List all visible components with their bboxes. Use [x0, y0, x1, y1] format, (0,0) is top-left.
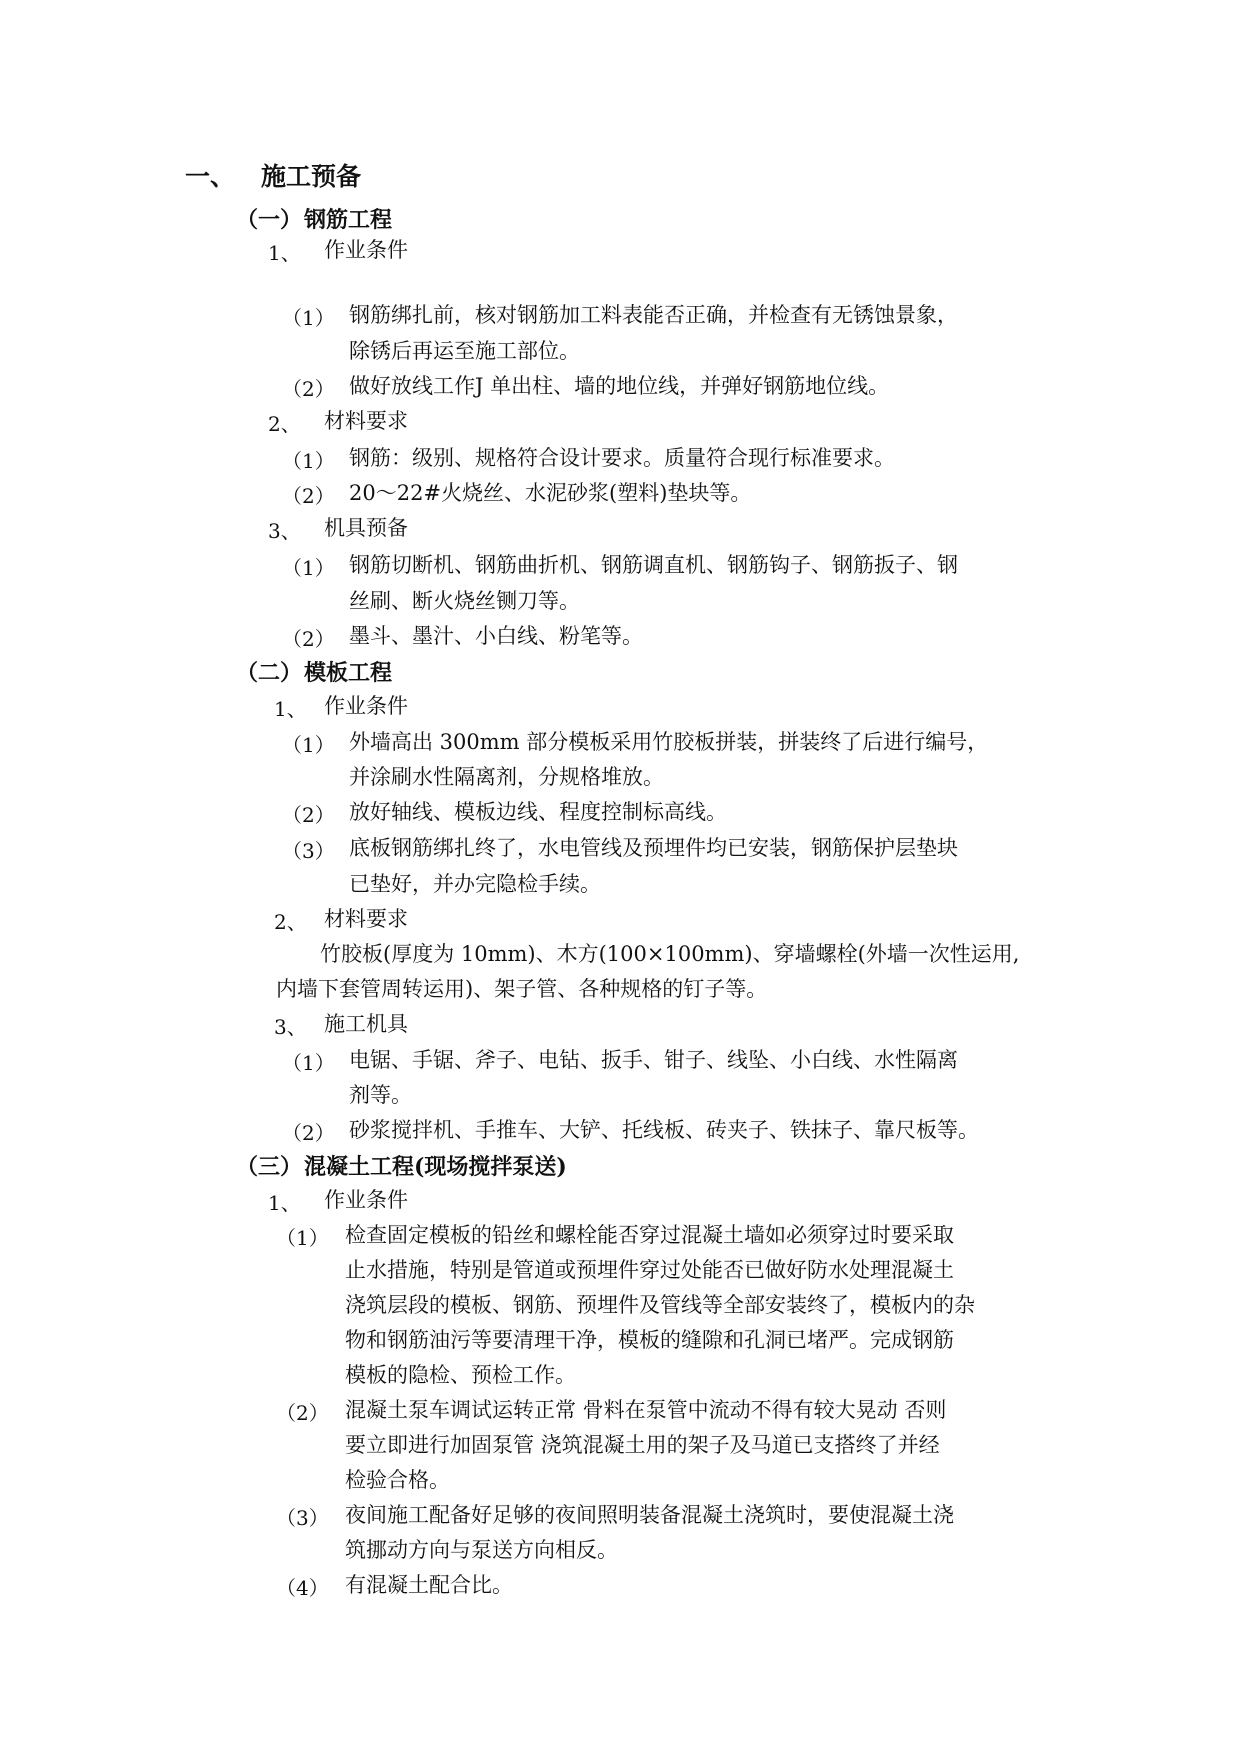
item-number: 2、	[268, 412, 301, 436]
list-marker: （2）	[282, 803, 335, 827]
list-marker: （2）	[276, 1401, 329, 1425]
list-marker: （3）	[276, 1506, 329, 1530]
item-title: 施工机具	[324, 1012, 408, 1036]
paragraph-text: 竹胶板(厚度为 10mm)、木方(100×100mm)、穿墙螺栓(外墙一次性运用,	[320, 942, 1020, 966]
item-number: 1、	[268, 1191, 301, 1215]
list-text: 检验合格。	[345, 1468, 450, 1492]
subsection-title: 混凝土工程(现场搅拌泵送)	[304, 1154, 567, 1180]
list-marker: （2）	[282, 627, 335, 651]
item-number: 3、	[274, 1015, 307, 1039]
list-marker: （1）	[282, 1051, 335, 1075]
item-title: 机具预备	[324, 516, 408, 540]
item-number: 2、	[274, 910, 307, 934]
subsection-label: （三）	[236, 1154, 303, 1180]
list-marker: （1）	[282, 556, 335, 580]
list-text: 浇筑层段的模板、钢筋、预埋件及管线等全部安装终了，模板内的杂	[345, 1293, 975, 1317]
list-text: 做好放线工作J 单出柱、墙的地位线，并弹好钢筋地位线。	[349, 374, 890, 398]
list-text: 检查固定模板的铅丝和螺栓能否穿过混凝土墙如必须穿过时要采取	[345, 1223, 954, 1247]
section-title: 施工预备	[261, 162, 362, 191]
list-text: 并涂刷水性隔离剂，分规格堆放。	[349, 765, 664, 789]
list-text: 墨斗、墨汁、小白线、粉笔等。	[349, 624, 643, 648]
subsection-label: （一）	[236, 207, 303, 233]
section-number: 一、	[185, 162, 236, 191]
subsection-label: （二）	[236, 660, 303, 686]
list-marker: （1）	[282, 306, 335, 330]
item-number: 3、	[268, 519, 301, 543]
list-marker: （4）	[276, 1576, 329, 1600]
item-title: 材料要求	[324, 907, 408, 931]
item-title: 材料要求	[324, 409, 408, 433]
list-text: 砂浆搅拌机、手推车、大铲、托线板、砖夹子、铁抹子、靠尺板等。	[349, 1118, 979, 1142]
list-text: 钢筋绑扎前，核对钢筋加工料表能否正确，并检查有无锈蚀景象，	[349, 303, 958, 327]
item-number: 1、	[268, 241, 301, 265]
item-number: 1、	[274, 697, 307, 721]
subsection-title: 钢筋工程	[304, 207, 393, 233]
list-marker: （2）	[282, 377, 335, 401]
list-marker: （1）	[282, 733, 335, 757]
list-text: 电锯、手锯、斧子、电钻、扳手、钳子、线坠、小白线、水性隔离	[349, 1048, 958, 1072]
list-text: 20～22#火烧丝、水泥砂浆(塑料)垫块等。	[349, 481, 752, 505]
list-text: 放好轴线、模板边线、程度控制标高线。	[349, 800, 727, 824]
list-marker: （1）	[282, 449, 335, 473]
subsection-title: 模板工程	[304, 660, 393, 686]
list-text: 混凝土泵车调试运转正常 骨料在泵管中流动不得有较大晃动 否则	[345, 1398, 947, 1422]
list-text: 有混凝土配合比。	[345, 1573, 513, 1597]
paragraph-text: 内墙下套管周转运用)、架子管、各种规格的钉子等。	[276, 977, 768, 1001]
list-text: 已垫好，并办完隐检手续。	[349, 872, 601, 896]
list-text: 除锈后再运至施工部位。	[349, 339, 580, 363]
list-marker: （2）	[282, 1121, 335, 1145]
list-text: 止水措施，特别是管道或预埋件穿过处能否已做好防水处理混凝土	[345, 1258, 954, 1282]
list-text: 底板钢筋绑扎终了，水电管线及预埋件均已安装，钢筋保护层垫块	[349, 836, 958, 860]
list-text: 外墙高出 300mm 部分模板采用竹胶板拼装，拼装终了后进行编号，	[349, 730, 989, 754]
list-text: 夜间施工配备好足够的夜间照明装备混凝土浇筑时，要使混凝土浇	[345, 1503, 954, 1527]
list-marker: （2）	[282, 484, 335, 508]
list-marker: （3）	[282, 839, 335, 863]
list-text: 丝刷、断火烧丝铡刀等。	[349, 589, 580, 613]
item-title: 作业条件	[324, 238, 408, 262]
list-text: 筑挪动方向与泵送方向相反。	[345, 1538, 618, 1562]
list-text: 要立即进行加固泵管 浇筑混凝土用的架子及马道已支搭终了并经	[345, 1433, 940, 1457]
list-text: 剂等。	[349, 1083, 412, 1107]
list-text: 模板的隐检、预检工作。	[345, 1363, 576, 1387]
list-text: 钢筋：级别、规格符合设计要求。质量符合现行标准要求。	[349, 446, 895, 470]
list-text: 钢筋切断机、钢筋曲折机、钢筋调直机、钢筋钩子、钢筋扳子、钢	[349, 553, 958, 577]
item-title: 作业条件	[324, 694, 408, 718]
list-marker: （1）	[276, 1226, 329, 1250]
list-text: 物和钢筋油污等要清理干净，模板的缝隙和孔洞已堵严。完成钢筋	[345, 1328, 954, 1352]
item-title: 作业条件	[324, 1188, 408, 1212]
